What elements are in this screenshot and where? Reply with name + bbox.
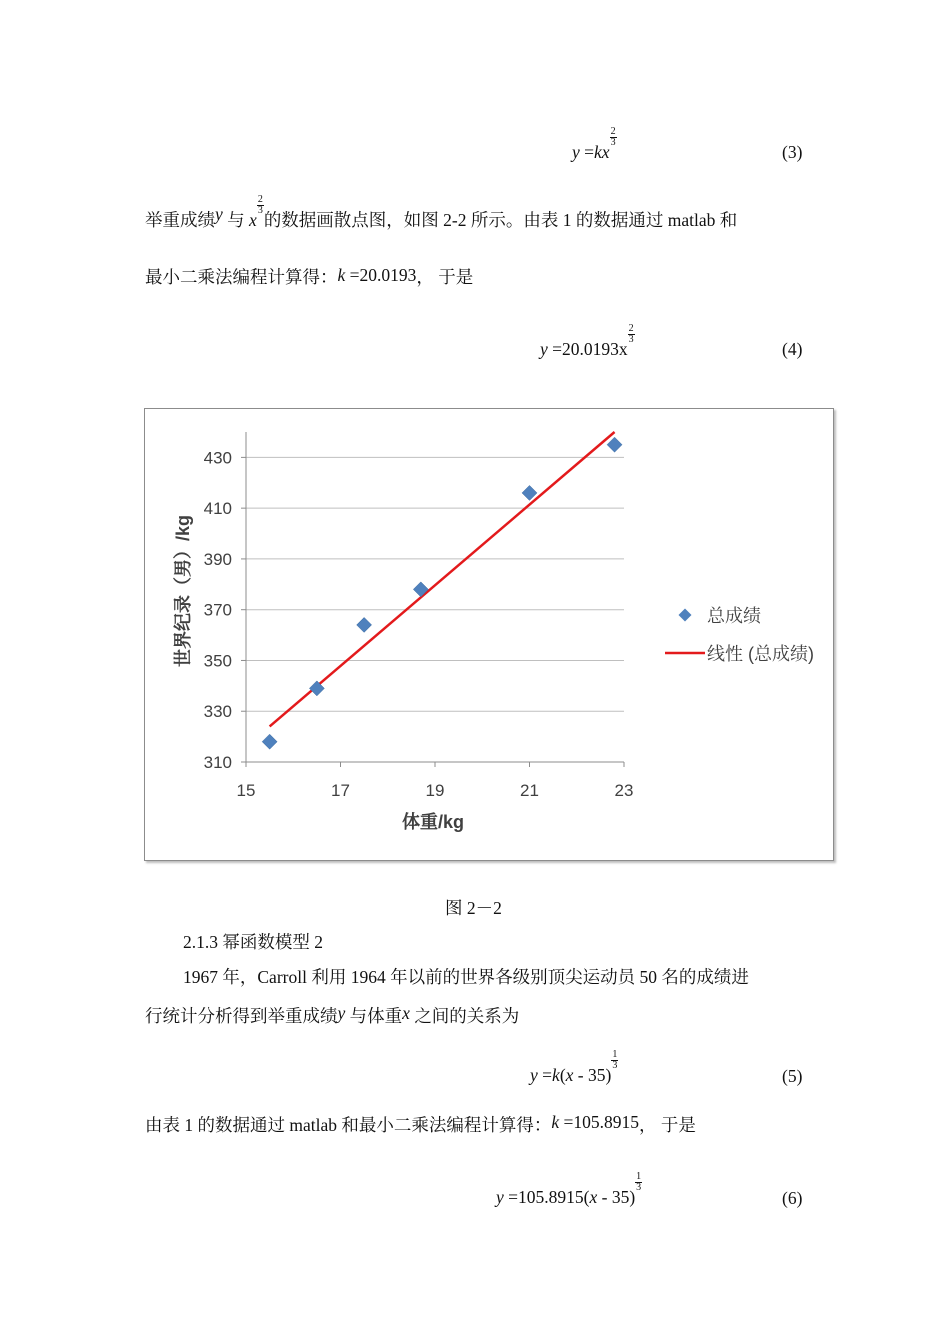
y-tick-label: 410	[203, 499, 232, 519]
data-point-diamond	[413, 582, 428, 597]
data-point-diamond	[607, 437, 622, 452]
x-tick-label: 17	[331, 781, 350, 800]
section-heading: 2.1.3 幂函数模型 2	[183, 932, 323, 952]
x-tick-label: 23	[614, 781, 634, 800]
data-point-diamond	[522, 485, 537, 500]
y-tick-label: 350	[203, 651, 232, 671]
x-axis-label: 体重/kg	[401, 812, 465, 832]
equation-6: y =105.8915(x - 35) $\frac{1}{3}$	[496, 1171, 642, 1207]
equation-number-5: (5)	[782, 1066, 803, 1086]
figure-2-2-chart	[144, 408, 834, 861]
legend-diamond-swatch	[679, 609, 692, 622]
equation-number-6: (6)	[782, 1188, 803, 1208]
paragraph-4: 行统计分析得到举重成绩y 与体重x 之间的关系为	[145, 1003, 520, 1026]
x-tick-label: 15	[236, 781, 256, 800]
equation-4: y =20.0193x $\frac{2}{3}$	[540, 323, 634, 359]
y-tick-label: 330	[203, 702, 232, 722]
x-tick-label: 21	[520, 781, 539, 800]
paragraph-3: 1967 年，Carroll 利用 1964 年以前的世界各级别顶尖运动员 50 名的成绩进	[183, 967, 749, 987]
paragraph-2: 最小二乘法编程计算得：k =20.0193， 于是	[145, 265, 474, 287]
paragraph-5: 由表 1 的数据通过 matlab 和最小二乘法编程计算得：k =105.8915， 于是	[145, 1112, 696, 1135]
equation-number-4: (4)	[782, 339, 803, 359]
equation-number-3: (3)	[782, 142, 803, 162]
trendline	[270, 432, 615, 726]
legend-label: 总成绩	[707, 606, 761, 626]
y-tick-label: 390	[203, 549, 232, 569]
equation-5: y =k(x - 35) $\frac{1}{3}$	[530, 1049, 618, 1085]
x-tick-label: 19	[425, 781, 445, 800]
data-point-diamond	[262, 734, 277, 749]
data-point-diamond	[357, 617, 372, 632]
y-axis-label: 世界纪录（男）/kg	[173, 514, 193, 668]
scatter-chart	[145, 409, 833, 860]
y-tick-label: 370	[203, 600, 232, 620]
y-tick-label: 310	[203, 753, 232, 772]
legend-label: 线性 (总成绩)	[707, 644, 814, 664]
equation-3: y =kx $\frac{2}{3}$	[572, 126, 616, 162]
y-tick-label: 430	[203, 448, 232, 468]
figure-caption: 图 2－2	[445, 898, 502, 918]
paragraph-1: 举重成绩y 与 x $\frac{2}{3}$ 的数据画散点图，如图 2-2 所示。由表 1 的数据通过 matlab 和	[145, 194, 738, 230]
